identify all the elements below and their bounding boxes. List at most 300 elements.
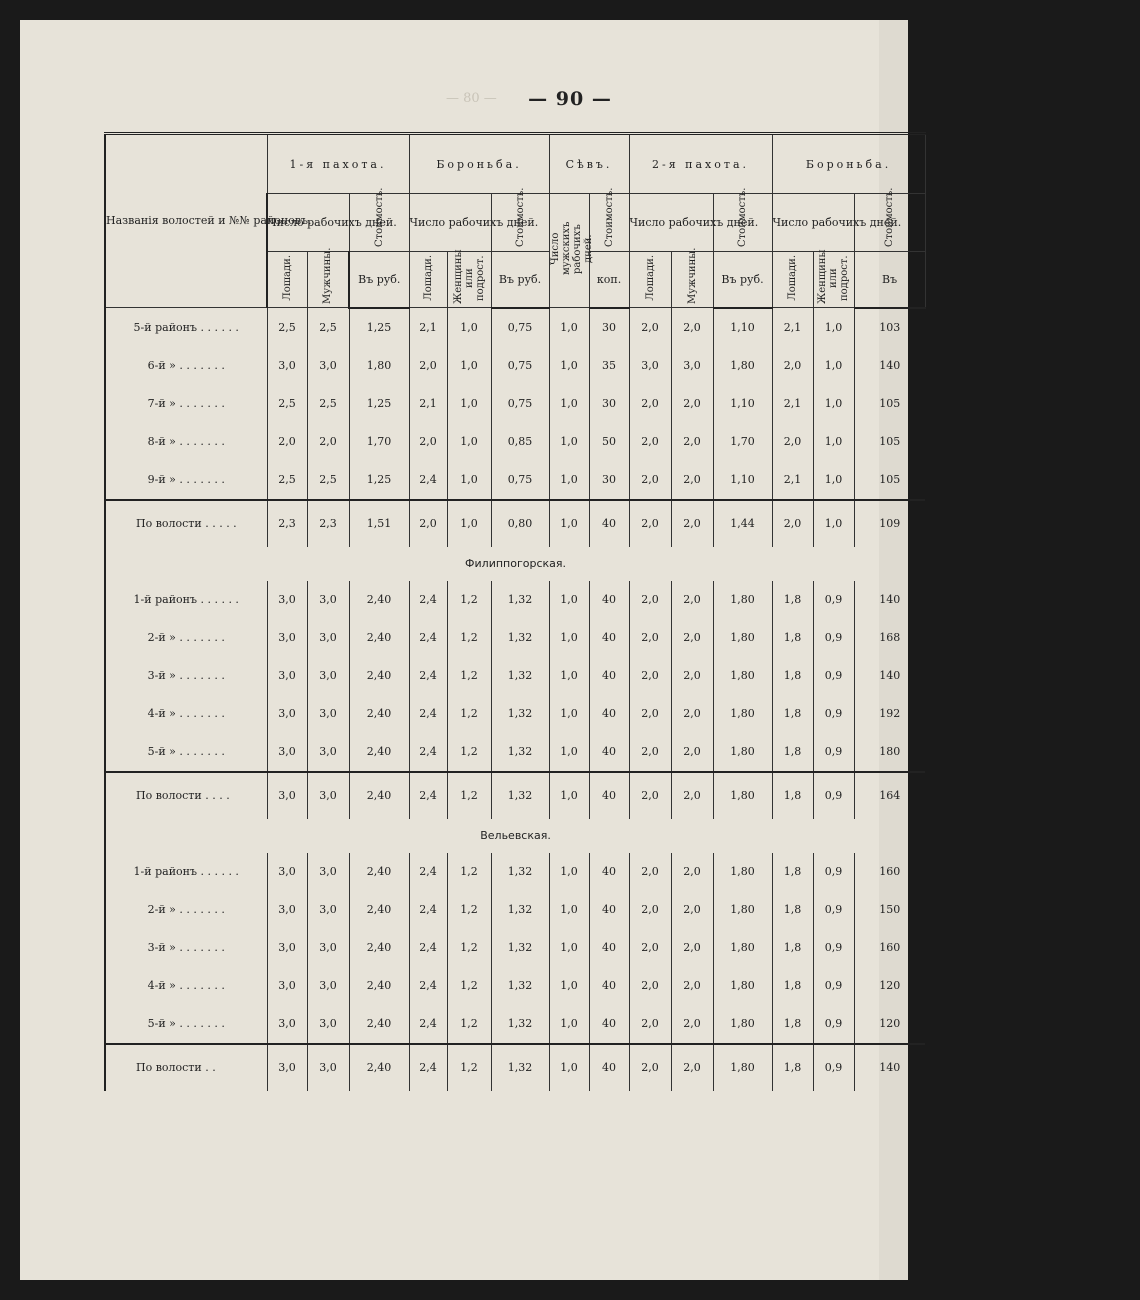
data-cell: 1,0 <box>813 308 854 347</box>
data-cell: 1,32 <box>491 853 549 891</box>
data-cell: 1,0 <box>549 891 589 929</box>
data-cell: 2,5 <box>307 308 349 347</box>
row-label: 2-й » . . . . . . . <box>105 891 267 929</box>
table-row <box>105 891 925 929</box>
data-cell: 1,80 <box>713 733 772 772</box>
data-cell: 3,0 <box>307 581 349 619</box>
data-cell: 2,4 <box>409 1044 447 1091</box>
data-cell: 40 <box>589 581 629 619</box>
data-cell: 0,80 <box>491 500 549 547</box>
data-cell: 2,4 <box>409 772 447 819</box>
unit-rub-5: Въ <box>854 252 925 308</box>
data-cell: 2,1 <box>772 385 813 423</box>
data-cell: 3,0 <box>671 347 713 385</box>
horses-header-1: Лошади. <box>267 252 307 308</box>
horses-header-5: Лошади. <box>772 252 813 308</box>
data-cell: 2,0 <box>772 500 813 547</box>
cost-header-1: Стоимость. <box>349 194 409 252</box>
data-cell: 1,2 <box>447 1044 491 1091</box>
data-cell: 2,1 <box>409 385 447 423</box>
data-cell: 40 <box>589 695 629 733</box>
data-cell: 2,0 <box>629 308 671 347</box>
data-cell: 2,0 <box>629 657 671 695</box>
data-cell: 2,4 <box>409 657 447 695</box>
data-cell: 2,0 <box>629 385 671 423</box>
data-cell: 180 <box>854 733 925 772</box>
page-number: — 90 — <box>528 88 612 110</box>
data-cell: 1,0 <box>549 695 589 733</box>
data-cell: 1,2 <box>447 929 491 967</box>
table-row <box>105 461 925 500</box>
data-cell: 3,0 <box>267 347 307 385</box>
row-label: 9-й » . . . . . . . <box>105 461 267 500</box>
data-cell: 1,80 <box>713 581 772 619</box>
section-row <box>105 819 925 853</box>
data-cell: 1,0 <box>549 385 589 423</box>
horses-header-2: Лошади. <box>409 252 447 308</box>
data-cell: 2,1 <box>772 461 813 500</box>
men-header-4: Мужчины. <box>671 252 713 308</box>
data-cell: 1,2 <box>447 581 491 619</box>
data-cell: 0,75 <box>491 308 549 347</box>
group-harrowing: Бороньба. <box>409 134 549 194</box>
group-harrowing-2: Бороньба. <box>772 134 925 194</box>
row-label: 5-й районъ . . . . . . <box>105 308 267 347</box>
data-cell: 0,9 <box>813 733 854 772</box>
data-cell: 1,0 <box>549 853 589 891</box>
data-cell: 0,9 <box>813 967 854 1005</box>
cost-header-2: Стоимость. <box>491 194 549 252</box>
row-label: По волости . . . . <box>105 772 267 819</box>
data-cell: 1,0 <box>447 461 491 500</box>
data-cell: 2,0 <box>671 695 713 733</box>
data-cell: 1,0 <box>813 423 854 461</box>
data-cell: 1,70 <box>349 423 409 461</box>
data-cell: 2,0 <box>629 581 671 619</box>
data-cell: 1,80 <box>713 891 772 929</box>
data-cell: 1,25 <box>349 461 409 500</box>
data-cell: 105 <box>854 423 925 461</box>
data-cell: 1,32 <box>491 695 549 733</box>
data-cell: 140 <box>854 581 925 619</box>
data-cell: 2,40 <box>349 853 409 891</box>
data-cell: 2,0 <box>629 1005 671 1044</box>
table-row <box>105 1005 925 1044</box>
data-cell: 1,2 <box>447 772 491 819</box>
data-cell: 2,0 <box>671 500 713 547</box>
row-label: По волости . . <box>105 1044 267 1091</box>
data-cell: 2,40 <box>349 581 409 619</box>
data-cell: 3,0 <box>307 967 349 1005</box>
data-cell: 1,2 <box>447 619 491 657</box>
data-cell: 2,40 <box>349 1005 409 1044</box>
data-cell: 3,0 <box>267 891 307 929</box>
data-cell: 3,0 <box>307 619 349 657</box>
data-cell: 3,0 <box>307 657 349 695</box>
data-cell: 1,0 <box>549 619 589 657</box>
data-cell: 1,32 <box>491 619 549 657</box>
data-cell: 1,70 <box>713 423 772 461</box>
data-cell: 2,4 <box>409 695 447 733</box>
data-cell: 2,0 <box>671 619 713 657</box>
data-cell: 3,0 <box>307 695 349 733</box>
data-cell: 1,8 <box>772 695 813 733</box>
unit-rub-2: Въ руб. <box>491 252 549 308</box>
data-cell: 3,0 <box>267 695 307 733</box>
data-cell: 1,80 <box>713 853 772 891</box>
data-cell: 2,40 <box>349 733 409 772</box>
data-cell: 2,5 <box>307 461 349 500</box>
data-cell: 3,0 <box>267 619 307 657</box>
data-cell: 40 <box>589 500 629 547</box>
data-cell: 0,9 <box>813 657 854 695</box>
data-cell: 1,0 <box>549 347 589 385</box>
data-cell: 2,4 <box>409 733 447 772</box>
data-cell: 3,0 <box>307 733 349 772</box>
data-cell: 40 <box>589 733 629 772</box>
row-label: 3-й » . . . . . . . <box>105 929 267 967</box>
data-cell: 2,0 <box>629 1044 671 1091</box>
row-label: 5-й » . . . . . . . <box>105 733 267 772</box>
data-cell: 1,32 <box>491 891 549 929</box>
data-cell: 1,0 <box>549 500 589 547</box>
data-cell: 0,75 <box>491 385 549 423</box>
data-cell: 2,4 <box>409 929 447 967</box>
data-cell: 1,80 <box>713 657 772 695</box>
data-cell: 40 <box>589 772 629 819</box>
data-cell: 1,8 <box>772 619 813 657</box>
data-cell: 2,4 <box>409 1005 447 1044</box>
data-cell: 1,10 <box>713 461 772 500</box>
data-cell: 2,0 <box>629 619 671 657</box>
data-cell: 30 <box>589 308 629 347</box>
data-cell: 1,8 <box>772 1044 813 1091</box>
data-cell: 1,44 <box>713 500 772 547</box>
data-cell: 1,0 <box>447 500 491 547</box>
row-label: 4-й » . . . . . . . <box>105 967 267 1005</box>
data-cell: 1,0 <box>549 929 589 967</box>
data-cell: 1,0 <box>549 1005 589 1044</box>
row-label: 1-й районъ . . . . . . <box>105 853 267 891</box>
data-cell: 1,80 <box>713 1005 772 1044</box>
table-row <box>105 853 925 891</box>
data-cell: 1,0 <box>549 733 589 772</box>
row-label: 6-й » . . . . . . . <box>105 347 267 385</box>
data-cell: 2,0 <box>629 500 671 547</box>
workdays-header-5: Число рабочихъ дней. <box>772 194 854 252</box>
data-cell: 3,0 <box>267 1044 307 1091</box>
data-cell: 2,4 <box>409 619 447 657</box>
data-cell: 1,2 <box>447 891 491 929</box>
data-cell: 2,0 <box>671 772 713 819</box>
data-cell: 2,4 <box>409 967 447 1005</box>
data-cell: 2,0 <box>307 423 349 461</box>
table-row <box>105 733 925 772</box>
total-row <box>105 1044 925 1091</box>
data-cell: 2,0 <box>409 347 447 385</box>
table-row <box>105 657 925 695</box>
unit-kop: коп. <box>589 252 629 308</box>
data-cell: 30 <box>589 461 629 500</box>
data-cell: 2,3 <box>267 500 307 547</box>
data-cell: 2,0 <box>409 423 447 461</box>
data-cell: 2,40 <box>349 891 409 929</box>
data-cell: 40 <box>589 853 629 891</box>
data-cell: 1,80 <box>349 347 409 385</box>
data-cell: 2,40 <box>349 772 409 819</box>
data-cell: 105 <box>854 385 925 423</box>
data-cell: 1,32 <box>491 581 549 619</box>
data-cell: 1,0 <box>549 581 589 619</box>
data-cell: 1,0 <box>447 308 491 347</box>
data-cell: 1,0 <box>813 500 854 547</box>
data-cell: 1,0 <box>447 423 491 461</box>
data-cell: 3,0 <box>267 581 307 619</box>
data-cell: 3,0 <box>307 929 349 967</box>
data-cell: 1,2 <box>447 733 491 772</box>
data-cell: 2,0 <box>671 967 713 1005</box>
data-cell: 1,8 <box>772 853 813 891</box>
data-cell: 0,9 <box>813 853 854 891</box>
row-label: 1-й районъ . . . . . . <box>105 581 267 619</box>
data-cell: 2,0 <box>629 695 671 733</box>
group-first-ploughing: 1-я пахота. <box>267 134 409 194</box>
data-cell: 3,0 <box>629 347 671 385</box>
data-cell: 0,9 <box>813 772 854 819</box>
data-cell: 1,0 <box>549 657 589 695</box>
data-cell: 1,8 <box>772 772 813 819</box>
data-cell: 1,32 <box>491 929 549 967</box>
data-cell: 1,2 <box>447 695 491 733</box>
data-cell: 2,0 <box>671 423 713 461</box>
data-cell: 1,80 <box>713 695 772 733</box>
section-row <box>105 547 925 581</box>
data-cell: 1,0 <box>447 347 491 385</box>
data-cell: 1,0 <box>813 461 854 500</box>
data-cell: 2,0 <box>629 733 671 772</box>
data-cell: 35 <box>589 347 629 385</box>
data-cell: 2,40 <box>349 657 409 695</box>
data-cell: 2,40 <box>349 929 409 967</box>
table-row <box>105 619 925 657</box>
data-cell: 1,2 <box>447 657 491 695</box>
data-cell: 2,0 <box>772 347 813 385</box>
data-cell: 1,80 <box>713 619 772 657</box>
group-sowing: Сѣвъ. <box>549 134 629 194</box>
data-cell: 2,0 <box>629 423 671 461</box>
data-cell: 1,32 <box>491 1044 549 1091</box>
data-cell: 0,9 <box>813 581 854 619</box>
table-row <box>105 581 925 619</box>
data-cell: 1,2 <box>447 967 491 1005</box>
data-cell: 2,5 <box>267 308 307 347</box>
row-label: 8-й » . . . . . . . <box>105 423 267 461</box>
names-column-header: Названія волостей и №№ районовъ. <box>105 134 267 308</box>
data-cell: 3,0 <box>267 929 307 967</box>
data-cell: 40 <box>589 967 629 1005</box>
data-cell: 120 <box>854 967 925 1005</box>
data-cell: 1,8 <box>772 967 813 1005</box>
data-cell: 2,0 <box>671 1044 713 1091</box>
data-cell: 2,0 <box>671 1005 713 1044</box>
horses-header-4: Лошади. <box>629 252 671 308</box>
data-cell: 150 <box>854 891 925 929</box>
data-cell: 1,2 <box>447 1005 491 1044</box>
data-cell: 2,40 <box>349 1044 409 1091</box>
data-cell: 1,80 <box>713 347 772 385</box>
section-title: Вельевская. <box>105 819 925 853</box>
data-cell: 3,0 <box>307 1044 349 1091</box>
data-cell: 1,51 <box>349 500 409 547</box>
data-cell: 3,0 <box>267 733 307 772</box>
data-cell: 2,0 <box>671 461 713 500</box>
data-cell: 1,0 <box>813 347 854 385</box>
cost-header-3: Стоимость. <box>589 194 629 252</box>
statistics-table <box>104 132 925 1091</box>
data-cell: 1,32 <box>491 772 549 819</box>
male-days-header: Число мужскихъ рабочихъ дней. <box>549 194 589 308</box>
data-cell: 2,0 <box>629 772 671 819</box>
bleed-through-text: — 80 — <box>446 91 497 106</box>
row-label: 5-й » . . . . . . . <box>105 1005 267 1044</box>
data-cell: 1,25 <box>349 385 409 423</box>
data-cell: 140 <box>854 1044 925 1091</box>
data-cell: 0,75 <box>491 347 549 385</box>
data-cell: 2,4 <box>409 581 447 619</box>
table-row <box>105 967 925 1005</box>
data-cell: 30 <box>589 385 629 423</box>
data-cell: 1,32 <box>491 1005 549 1044</box>
data-cell: 1,0 <box>549 772 589 819</box>
row-label: 4-й » . . . . . . . <box>105 695 267 733</box>
data-cell: 2,1 <box>772 308 813 347</box>
data-cell: 1,25 <box>349 308 409 347</box>
workdays-header-2: Число рабочихъ дней. <box>409 194 491 252</box>
data-cell: 1,8 <box>772 657 813 695</box>
unit-rub-4: Въ руб. <box>713 252 772 308</box>
data-cell: 3,0 <box>267 967 307 1005</box>
data-cell: 1,80 <box>713 967 772 1005</box>
data-cell: 2,0 <box>671 657 713 695</box>
data-cell: 140 <box>854 347 925 385</box>
data-cell: 2,40 <box>349 967 409 1005</box>
table-row <box>105 695 925 733</box>
data-cell: 40 <box>589 1044 629 1091</box>
data-cell: 3,0 <box>267 853 307 891</box>
data-cell: 1,0 <box>549 308 589 347</box>
data-cell: 2,0 <box>629 853 671 891</box>
data-cell: 2,4 <box>409 461 447 500</box>
data-cell: 1,0 <box>549 423 589 461</box>
data-cell: 50 <box>589 423 629 461</box>
data-cell: 2,3 <box>307 500 349 547</box>
workdays-header-4: Число рабочихъ дней. <box>629 194 713 252</box>
data-cell: 0,9 <box>813 891 854 929</box>
data-cell: 2,0 <box>629 929 671 967</box>
data-cell: 1,8 <box>772 1005 813 1044</box>
section-title: Филиппогорская. <box>105 547 925 581</box>
table-row <box>105 308 925 347</box>
data-cell: 2,0 <box>629 891 671 929</box>
data-cell: 3,0 <box>267 1005 307 1044</box>
data-cell: 2,0 <box>671 581 713 619</box>
data-cell: 3,0 <box>307 891 349 929</box>
data-cell: 40 <box>589 619 629 657</box>
data-cell: 2,0 <box>671 308 713 347</box>
total-row <box>105 772 925 819</box>
table-row <box>105 347 925 385</box>
data-cell: 1,8 <box>772 733 813 772</box>
data-cell: 3,0 <box>307 1005 349 1044</box>
data-cell: 3,0 <box>307 772 349 819</box>
data-cell: 0,9 <box>813 1044 854 1091</box>
cost-header-4: Стоимость. <box>713 194 772 252</box>
data-cell: 1,0 <box>549 461 589 500</box>
data-cell: 2,0 <box>671 853 713 891</box>
cost-header-5: Стоимость. <box>854 194 925 252</box>
data-cell: 3,0 <box>307 853 349 891</box>
data-cell: 164 <box>854 772 925 819</box>
women-header-2: Женщины или подрост. <box>447 252 491 308</box>
table-row <box>105 929 925 967</box>
data-cell: 1,80 <box>713 772 772 819</box>
data-cell: 1,8 <box>772 581 813 619</box>
data-cell: 2,40 <box>349 619 409 657</box>
data-cell: 1,8 <box>772 891 813 929</box>
data-cell: 0,9 <box>813 695 854 733</box>
men-header-1: Мужчины. <box>307 252 349 308</box>
data-cell: 3,0 <box>267 657 307 695</box>
data-cell: 2,1 <box>409 308 447 347</box>
data-cell: 0,75 <box>491 461 549 500</box>
data-cell: 0,9 <box>813 929 854 967</box>
data-cell: 40 <box>589 1005 629 1044</box>
row-label: По волости . . . . . <box>105 500 267 547</box>
data-cell: 2,0 <box>671 929 713 967</box>
data-cell: 1,8 <box>772 929 813 967</box>
data-cell: 1,32 <box>491 967 549 1005</box>
data-cell: 160 <box>854 929 925 967</box>
data-cell: 2,4 <box>409 891 447 929</box>
data-cell: 1,0 <box>813 385 854 423</box>
row-label: 2-й » . . . . . . . <box>105 619 267 657</box>
data-cell: 1,10 <box>713 385 772 423</box>
data-cell: 1,32 <box>491 733 549 772</box>
data-cell: 40 <box>589 657 629 695</box>
group-second-ploughing: 2-я пахота. <box>629 134 772 194</box>
data-cell: 3,0 <box>267 772 307 819</box>
data-cell: 1,0 <box>549 1044 589 1091</box>
data-cell: 2,0 <box>671 891 713 929</box>
data-cell: 168 <box>854 619 925 657</box>
data-cell: 2,5 <box>267 461 307 500</box>
data-cell: 2,4 <box>409 853 447 891</box>
data-cell: 140 <box>854 657 925 695</box>
data-cell: 2,0 <box>772 423 813 461</box>
data-cell: 1,80 <box>713 929 772 967</box>
data-cell: 160 <box>854 853 925 891</box>
data-cell: 0,9 <box>813 619 854 657</box>
data-cell: 2,0 <box>671 733 713 772</box>
data-cell: 1,80 <box>713 1044 772 1091</box>
data-cell: 0,9 <box>813 1005 854 1044</box>
data-cell: 1,10 <box>713 308 772 347</box>
data-cell: 1,0 <box>447 385 491 423</box>
data-cell: 2,0 <box>267 423 307 461</box>
data-cell: 1,32 <box>491 657 549 695</box>
data-cell: 2,0 <box>629 461 671 500</box>
women-header-5: Женщины или подрост. <box>813 252 854 308</box>
